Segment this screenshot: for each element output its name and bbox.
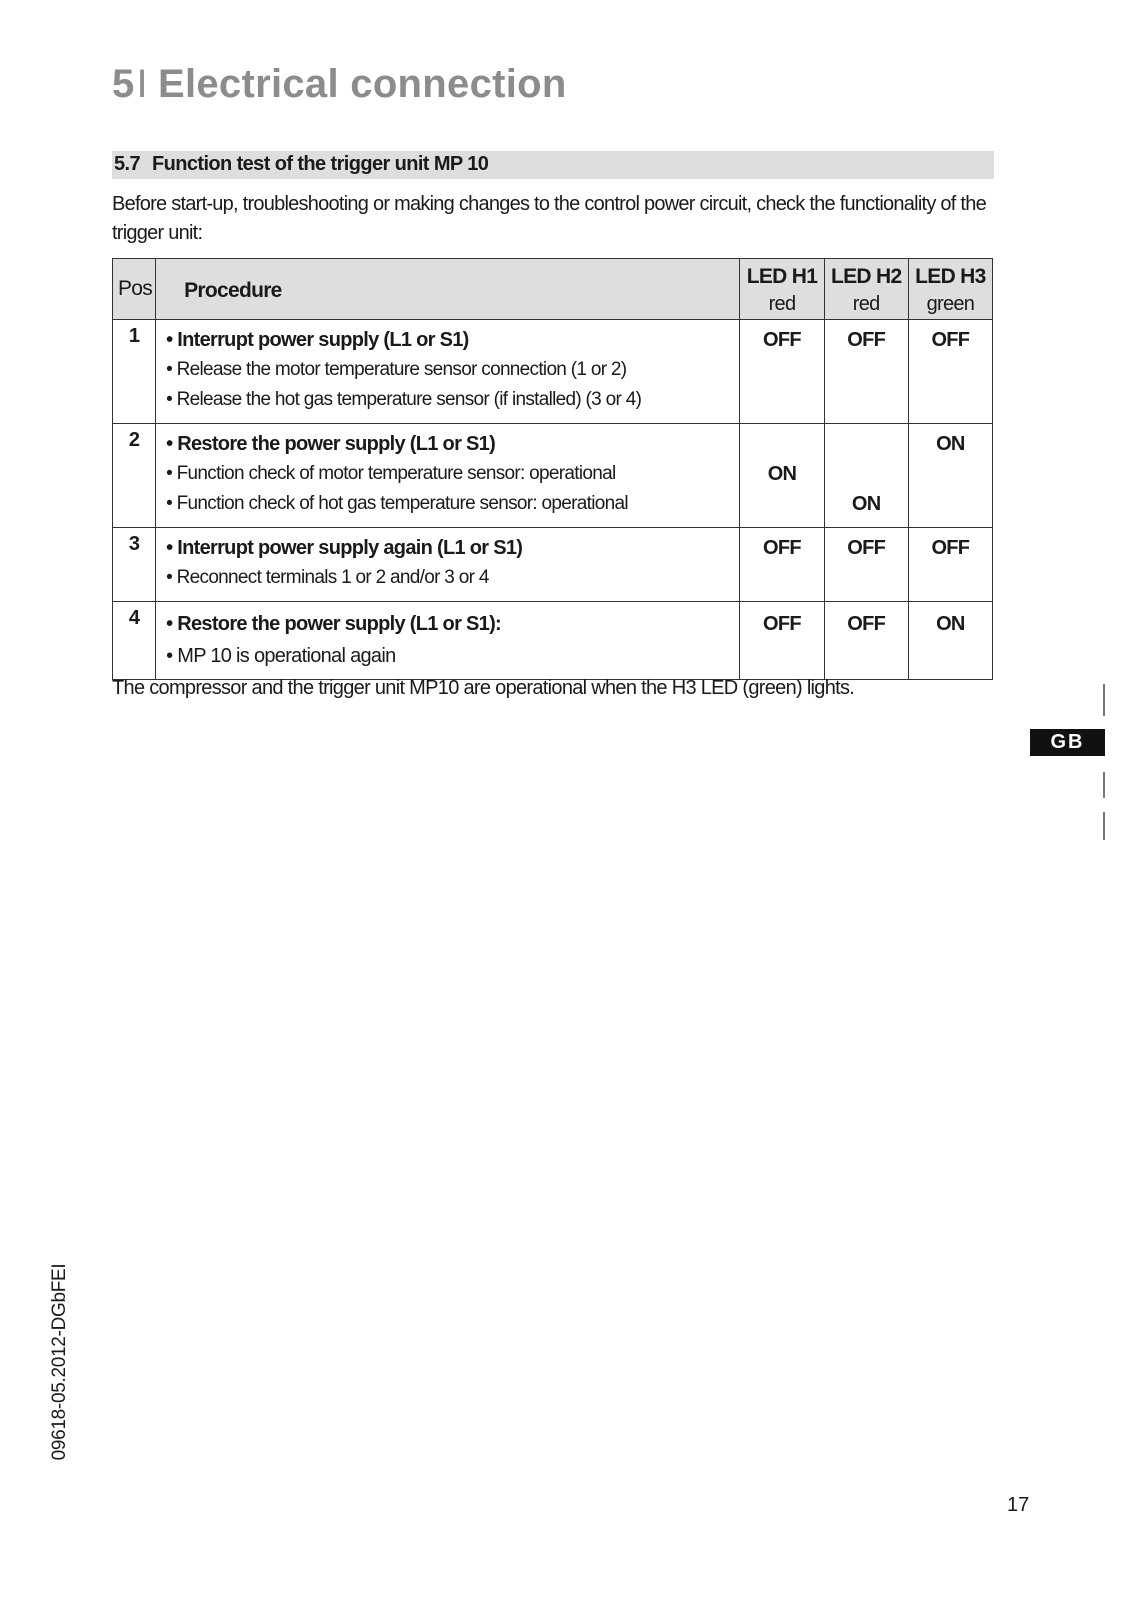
row-pos: 3 [113,528,156,602]
led-h1-state: OFF [740,320,824,424]
margin-divider [1103,772,1105,798]
procedure-step: • Release the hot gas temperature sensor (if installed) (3 or 4) [166,389,642,410]
row-procedure [156,528,740,602]
row-procedure [156,602,740,680]
table-row [113,320,993,424]
procedure-step: • Function check of hot gas temperature sensor: operational [166,493,628,514]
led-h1-name: LED H1 [746,265,818,288]
margin-divider [1103,684,1105,716]
procedure-step: • Release the motor temperature sensor connection (1 or 2) [166,359,627,380]
chapter-title-text: Electrical connection [157,62,567,106]
led-h2-name: LED H2 [830,265,902,288]
led-h1-state: OFF [740,528,824,602]
led-h3-name: LED H3 [915,265,986,288]
led-h2-state: OFF [824,602,908,680]
document-code: 09618-05.2012-DGbFEI [49,1263,70,1461]
row-procedure [156,320,740,424]
page-number: 17 [1007,1494,1030,1516]
procedure-step: • Restore the power supply (L1 or S1) [166,433,496,455]
header-led-h3 [908,259,992,320]
header-procedure: Procedure [156,259,740,320]
led-h2-state: OFF [824,528,908,602]
footer-note: The compressor and the trigger unit MP10 are operational when the H3 LED (green) lights. [112,677,855,699]
procedure-step: • Reconnect terminals 1 or 2 and/or 3 or 4 [166,567,489,588]
section-title [114,153,488,176]
chapter-separator: I [136,62,148,106]
led-h3-color: green [926,293,975,315]
section-title-text: Function test of the trigger unit MP 10 [152,153,489,175]
header-pos: Pos [113,259,156,320]
led-h2-state: OFF [824,320,908,424]
table-row [113,424,993,528]
procedure-step: • Interrupt power supply again (L1 or S1) [166,537,523,559]
header-led-h2 [824,259,908,320]
intro-paragraph: Before start-up, troubleshooting or making changes to the control power circuit, check the functionality of the trigger unit: [112,193,986,244]
margin-divider [1103,812,1105,840]
row-procedure [156,424,740,528]
led-h3-state: ON [908,424,992,528]
led-h3-state: ON [908,602,992,680]
function-test-table [112,258,993,680]
header-led-h1 [740,259,824,320]
led-h1-state: OFF [740,602,824,680]
led-h1-state: ON [740,424,824,528]
row-pos: 4 [113,602,156,680]
led-h1-color: red [768,293,796,315]
led-h2-state: ON [824,424,908,528]
led-h2-color: red [852,293,880,315]
row-pos: 2 [113,424,156,528]
procedure-step: • Function check of motor temperature sensor: operational [166,463,616,484]
procedure-step: • MP 10 is operational again [166,645,396,667]
chapter-number: 5 [112,62,135,106]
table-header-row [113,259,993,320]
row-pos: 1 [113,320,156,424]
language-tab: GB [1030,729,1105,756]
table-row [113,528,993,602]
procedure-step: • Restore the power supply (L1 or S1): [166,613,501,635]
chapter-title [112,62,567,107]
table-row [113,602,993,680]
led-h3-state: OFF [908,320,992,424]
led-h3-state: OFF [908,528,992,602]
procedure-step: • Interrupt power supply (L1 or S1) [166,329,469,351]
section-number: 5.7 [114,153,141,175]
